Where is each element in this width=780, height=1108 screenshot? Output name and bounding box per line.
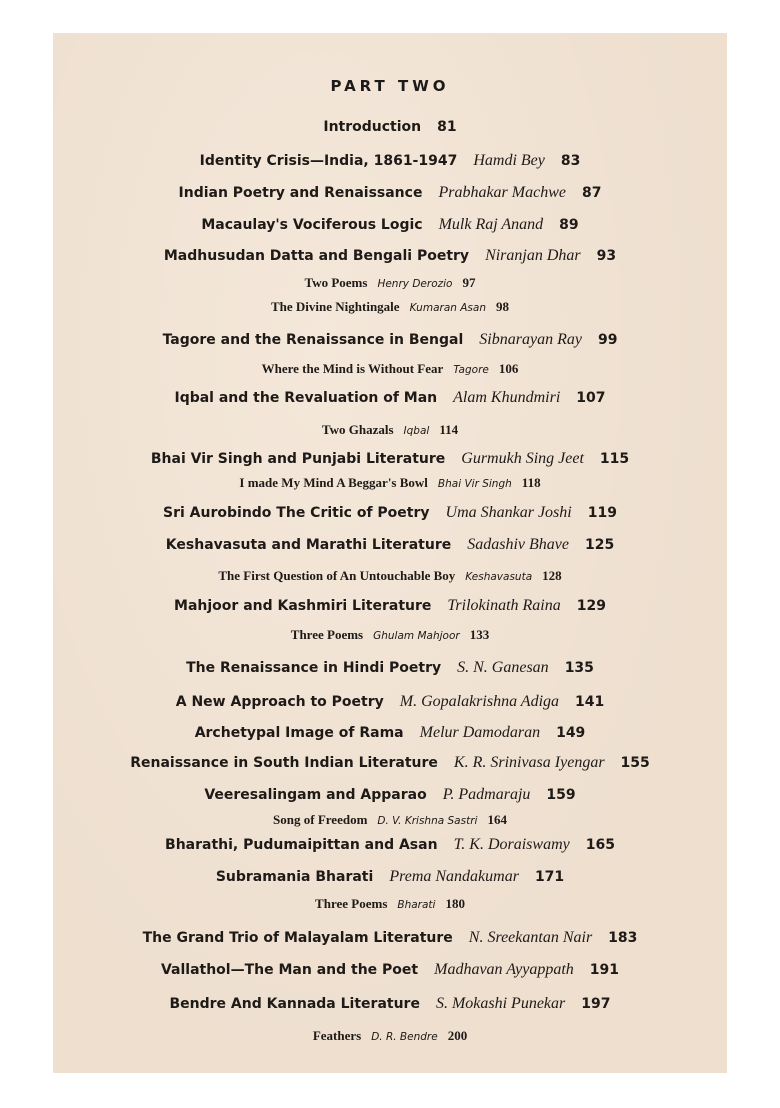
entry-author: Prabhakar Machwe xyxy=(438,184,566,201)
entry-title: Song of Freedom xyxy=(273,812,368,827)
toc-entry xyxy=(0,961,780,979)
entry-page: 119 xyxy=(587,505,617,521)
toc-entry xyxy=(0,659,780,677)
entry-page: 141 xyxy=(575,694,605,710)
entry-title: The Renaissance in Hindi Poetry xyxy=(186,660,442,676)
entry-page: 83 xyxy=(560,153,581,169)
toc-entry xyxy=(0,754,780,772)
entry-author: Keshavasuta xyxy=(465,571,533,583)
toc-poem-entry xyxy=(0,567,780,585)
entry-author: Alam Khundmiri xyxy=(453,389,561,406)
toc-poem-entry xyxy=(0,895,780,913)
entry-page: 98 xyxy=(496,299,509,314)
entry-page: 200 xyxy=(447,1028,468,1043)
entry-title: Two Poems xyxy=(304,275,368,290)
entry-title: Three Poems xyxy=(290,627,364,642)
entry-author: Ghulam Mahjoor xyxy=(373,630,460,642)
entry-page: 107 xyxy=(576,390,606,406)
entry-author: Bhai Vir Singh xyxy=(437,478,512,490)
entry-author: S. Mokashi Punekar xyxy=(435,995,566,1012)
entry-page: 97 xyxy=(462,275,476,290)
entry-author: Bharati xyxy=(397,899,436,911)
entry-title: A New Approach to Poetry xyxy=(175,694,384,710)
toc-entry xyxy=(0,724,780,742)
entry-author: Niranjan Dhar xyxy=(485,247,581,264)
toc-entry xyxy=(0,995,780,1013)
entry-title: Iqbal and the Revaluation of Man xyxy=(174,390,438,406)
toc-poem-entry xyxy=(0,626,780,644)
entry-title: Mahjoor and Kashmiri Literature xyxy=(174,598,432,614)
toc-entry xyxy=(0,929,780,947)
entry-author: Prema Nandakumar xyxy=(389,868,519,885)
toc-poem-entry xyxy=(0,811,780,829)
entry-author: Kumaran Asan xyxy=(409,302,486,314)
entry-title: Bhai Vir Singh and Punjabi Literature xyxy=(150,451,446,467)
entry-author: Sibnarayan Ray xyxy=(479,331,582,348)
entry-page: 129 xyxy=(576,598,606,614)
toc-entry xyxy=(0,389,780,407)
toc-poem-entry xyxy=(0,274,780,292)
entry-author: D. V. Krishna Sastri xyxy=(377,815,478,827)
entry-page: 171 xyxy=(534,869,565,885)
entry-page: 128 xyxy=(542,568,562,583)
entry-author: Henry Derozio xyxy=(377,278,453,290)
entry-title: Indian Poetry and Renaissance xyxy=(178,185,423,201)
toc-poem-entry xyxy=(0,421,780,439)
entry-title: The Divine Nightingale xyxy=(271,299,400,314)
toc-entry xyxy=(0,693,780,711)
toc-poem-entry xyxy=(0,298,780,316)
entry-author: Sadashiv Bhave xyxy=(467,536,569,553)
entry-author: T. K. Doraiswamy xyxy=(453,836,570,853)
toc-poem-entry xyxy=(0,360,780,378)
entry-title: Archetypal Image of Rama xyxy=(194,725,404,741)
entry-page: 165 xyxy=(585,837,615,853)
entry-author: N. Sreekantan Nair xyxy=(468,929,593,946)
toc-entry xyxy=(0,868,780,886)
entry-page: 191 xyxy=(589,962,620,978)
entry-title: Sri Aurobindo The Critic of Poetry xyxy=(163,505,430,521)
entry-page: 115 xyxy=(599,451,630,467)
toc-poem-entry xyxy=(0,474,780,492)
entry-page: 155 xyxy=(620,755,650,771)
entry-title: Keshavasuta and Marathi Literature xyxy=(165,537,452,553)
toc-entry xyxy=(0,118,780,136)
toc-entry xyxy=(0,247,780,265)
entry-page: 93 xyxy=(596,248,617,264)
entry-title: I made My Mind A Beggar's Bowl xyxy=(239,475,428,490)
entry-author: Iqbal xyxy=(403,425,430,437)
entry-author: Tagore xyxy=(453,364,489,376)
entry-page: 135 xyxy=(564,660,594,676)
toc-entry xyxy=(0,504,780,522)
entry-page: 133 xyxy=(469,627,490,642)
entry-author: Hamdi Bey xyxy=(473,152,545,169)
toc-poem-entry xyxy=(0,1027,780,1045)
entry-title: Two Ghazals xyxy=(321,422,394,437)
entry-author: Uma Shankar Joshi xyxy=(445,504,572,521)
entry-title: Where the Mind is Without Fear xyxy=(261,361,444,376)
entry-page: 159 xyxy=(546,787,576,803)
toc-entry xyxy=(0,450,780,468)
entry-title: Feathers xyxy=(312,1028,362,1043)
toc-entry xyxy=(0,786,780,804)
entry-page: 81 xyxy=(437,119,457,135)
part-heading: PART TWO xyxy=(330,77,450,95)
entry-page: 118 xyxy=(521,475,541,490)
entry-title: Introduction xyxy=(323,119,422,135)
entry-page: 149 xyxy=(556,725,586,741)
entry-title: Tagore and the Renaissance in Bengal xyxy=(162,332,464,348)
entry-page: 99 xyxy=(597,332,618,348)
entry-title: Veeresalingam and Apparao xyxy=(204,787,427,803)
entry-page: 89 xyxy=(559,217,579,233)
entry-page: 125 xyxy=(584,537,615,553)
entry-title: The Grand Trio of Malayalam Literature xyxy=(142,930,453,946)
entry-author: Mulk Raj Anand xyxy=(438,216,544,233)
entry-author: Trilokinath Raina xyxy=(447,597,561,614)
entry-page: 183 xyxy=(608,930,638,946)
entry-page: 87 xyxy=(581,185,602,201)
entry-title: Bendre And Kannada Literature xyxy=(169,996,420,1012)
entry-author: K. R. Srinivasa Iyengar xyxy=(453,754,605,771)
toc-entry xyxy=(0,216,780,234)
entry-title: Bharathi, Pudumaipittan and Asan xyxy=(165,837,438,853)
toc-entry xyxy=(0,184,780,202)
entry-title: Subramania Bharati xyxy=(215,869,374,885)
entry-title: Madhusudan Datta and Bengali Poetry xyxy=(163,248,470,264)
entry-author: P. Padmaraju xyxy=(442,786,531,803)
entry-title: Three Poems xyxy=(315,896,388,911)
entry-page: 164 xyxy=(487,812,507,827)
entry-page: 106 xyxy=(498,361,519,376)
entry-author: Gurmukh Sing Jeet xyxy=(461,450,584,467)
entry-title: Macaulay's Vociferous Logic xyxy=(201,217,423,233)
entry-author: D. R. Bendre xyxy=(371,1031,438,1043)
entry-title: The First Question of An Untouchable Boy xyxy=(218,568,456,583)
entry-author: Madhavan Ayyappath xyxy=(434,961,574,978)
entry-author: S. N. Ganesan xyxy=(457,659,549,676)
entry-author: M. Gopalakrishna Adiga xyxy=(399,693,560,710)
entry-title: Identity Crisis—India, 1861-1947 xyxy=(199,153,458,169)
entry-title: Vallathol—The Man and the Poet xyxy=(160,962,419,978)
toc-entry xyxy=(0,836,780,854)
toc-entry xyxy=(0,536,780,554)
entry-author: Melur Damodaran xyxy=(419,724,541,741)
entry-page: 197 xyxy=(581,996,611,1012)
entry-page: 114 xyxy=(439,422,459,437)
entry-title: Renaissance in South Indian Literature xyxy=(130,755,438,771)
toc-entry xyxy=(0,331,780,349)
entry-page: 180 xyxy=(445,896,465,911)
toc-entry xyxy=(0,597,780,615)
toc-entry xyxy=(0,152,780,170)
